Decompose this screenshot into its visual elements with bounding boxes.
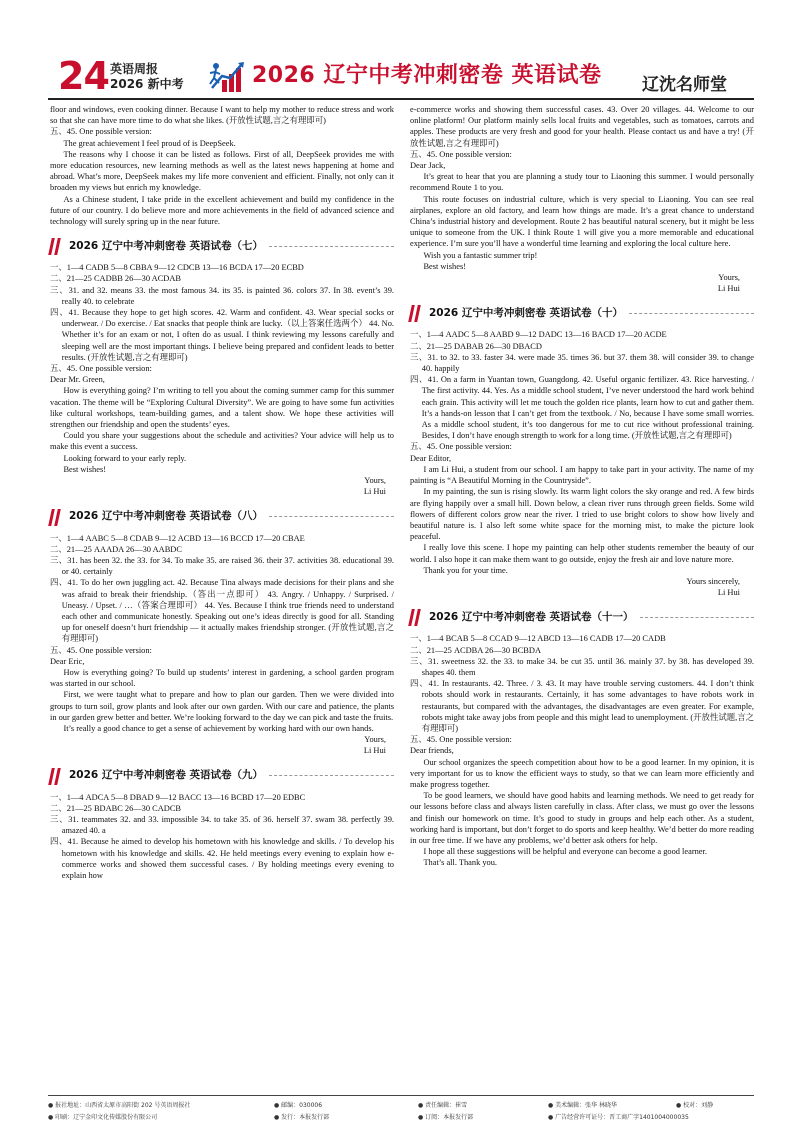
answer-line: 一、1—4 AABC 5—8 CDAB 9—12 ACBD 13—16 BCCD 17—20 CBAE [50, 533, 305, 543]
right-column [410, 104, 754, 869]
answer-item: 三、31. and 32. means 33. the most famous 34. its 35. is painted 36. colors 37. In 38. event’s 39. really 40. to celebrate [50, 285, 394, 306]
section-heading [50, 507, 394, 527]
essay-paragraph: First, we were taught what to prepare and how to plan our garden. Then we were divided into groups to turn soil, grow plants and look after our own garden. With our care and patience, the plants in our garden grew better and better. We’re looking forward to the day we can pick and taste the fruits. [50, 690, 394, 722]
answer-line: 五、45. One possible version: [410, 735, 512, 745]
section-heading [50, 236, 394, 256]
page-footer [48, 1095, 754, 1124]
answer-line: 五、45. One possible version: [50, 364, 152, 374]
signature-line: Li Hui [717, 284, 740, 294]
essay-paragraph: It’s really a good chance to get a sense of achievement by working hard with our own hands. [63, 723, 374, 733]
footer-postcode: ● 邮编：030006 [274, 1102, 323, 1109]
answer-line: 五、45. One possible version: [410, 442, 512, 452]
essay-paragraph: How is everything going? I’m writing to tell you about the coming summer camp for this summer vacation. The theme will be “Exploring Cultural Diversity”. We are going to have some fun activities like cultural workshops, team-building games, and a talent show. We hope these activities will strengthen our friendship and open the students’ eyes. [50, 386, 394, 430]
answer-item: 三、31. to 32. to 33. faster 34. were made 35. times 36. but 37. them 38. will consider 39. to change 40. happily [410, 352, 754, 374]
answer-item: 三、31. has been 32. the 33. for 34. To make 35. are raised 36. their 37. activities 38. educational 39. or 40. certainly [50, 555, 394, 577]
answer-line: Dear Eric, [50, 656, 85, 666]
essay-paragraph: Best wishes! [423, 261, 467, 271]
answer-line: Dear Editor, [410, 453, 452, 463]
essay-paragraph: Best wishes! [63, 464, 107, 474]
newspaper-brand [110, 62, 184, 92]
section-rule [269, 775, 394, 776]
signature-line: Li Hui [717, 588, 740, 598]
section-rule [269, 516, 394, 517]
footer-subscription: ● 订阅：本报发行部 [418, 1114, 474, 1121]
running-figure-chart-icon [208, 58, 248, 94]
answer-line: 二、21—25 BDABC 26—30 CADCB [50, 803, 181, 813]
section-marker-icon [50, 767, 61, 785]
essay-paragraph: The great achievement I feel proud of is DeepSeek. [63, 138, 236, 148]
essay-paragraph: To be good learners, we should have good habits and learning methods. We need to get ready for our lessons before class and always listen carefully in class. After class, we must go over the lessons and finish our homework on time. It’s good to study in groups and help each other. As a student, working hard is important, but don’t forget to do sports and keep healthy. We’d better do more reading in our free time. If we have any problems, we’d better ask others for help. [410, 791, 754, 845]
essay-paragraph: Our school organizes the speech competition about how to be a good learner. In my opinion, it is very important for us to know the efficient ways to study, so that we can learn more efficiently and make progress together. [410, 757, 754, 789]
section-title: 2026 辽宁中考冲刺密卷 英语试卷（十） [429, 306, 624, 319]
essay-paragraph: The reasons why I choose it can be listed as follows. First of all, DeepSeek provides me with more education resources, new learning methods as well as the latest news happening at home and abroad. What’s more, DeepSeek makes my life more convenient and efficient. Finally, not only can it broaden my views but enrich my knowledge. [50, 149, 394, 193]
signature-line: Yours, [364, 476, 386, 486]
section-marker-icon [50, 237, 61, 255]
section-rule [269, 246, 394, 247]
section-rule [629, 313, 754, 314]
answer-line: e-commerce works and showing them successful cases. 43. Over 20 villages. 44. Welcome to our online platform! Our platform mainly sells local fruits and vegetables, such as tomatoes, carrots and apples. These products are very fresh and good for your health. Please contact us and have a try! (开放性试题,言之有理即可) [410, 105, 754, 148]
essay-paragraph: This route focuses on industrial culture, which is very special to Liaoning. You can see real airplanes, explore an old factory, and learn how things are made. It’s a great chance to understand China’s industrial history and development. Route 2 has beautiful natural scenery, but it might be less unique to someone from the UK. I think Route 1 will give you a more memorable and educational experience. I’m sure you’ll have a wonderful time learning and exploring the local culture here. [410, 194, 754, 249]
answer-line: floor and windows, even cooking dinner. Because I want to help my mother to reduce stress and work so that she can have more time to do what she likes. (开放性试题,言之有理即可) [50, 105, 394, 126]
essay-paragraph: Thank you for your time. [423, 565, 508, 575]
essay-paragraph: In my painting, the sun is rising slowly. Its warm light colors the sky orange and red. A few birds are flying happily over a small hill. Down below, a clean river runs through green fields. Some wild flowers of different colors grow near the river. I tried to use bright colors to show how lively and beautiful nature is. I also left some white space for the morning mist, to make the picture look peaceful. [410, 487, 754, 542]
answer-line: 一、1—4 CADB 5—8 CBBA 9—12 CDCB 13—16 BCDA 17—20 ECBD [50, 263, 304, 273]
signature-line: Yours, [364, 735, 386, 745]
section-title: 2026 辽宁中考冲刺密卷 英语试卷（九） [69, 768, 264, 781]
essay-paragraph: Wish you a fantastic summer trip! [423, 250, 538, 260]
answer-item: 四、41. In restaurants. 42. Three. / 3. 43. It may have trouble serving customers. 44. I don’t think robots should work in restaurants. Certainly, it has some advantages to have robots work in restaurants, but compared with the advantages, the disadvantages are even greater. For example, robots might take away jobs from people and this might lead to unemployment. (开放性试题,言之有理即可) [410, 679, 754, 733]
answer-line: Dear Mr. Green, [50, 375, 105, 385]
left-column [50, 104, 394, 881]
answer-line: 五、45. One possible version: [50, 127, 152, 137]
answer-line: Dear friends, [410, 746, 454, 756]
answer-line: 二、21—25 ACDBA 26—30 BCBDA [410, 645, 541, 655]
answer-item: 三、31. sweetness 32. the 33. to make 34. be cut 35. until 36. mainly 37. by 38. has developed 39. shapes 40. them [410, 656, 754, 677]
essay-paragraph: I hope all these suggestions will be helpful and everyone can become a good learner. [423, 847, 707, 857]
answer-line: 一、1—4 BCAB 5—8 CCAD 9—12 ABCD 13—16 CADB 17—20 CADB [410, 634, 666, 644]
answer-item: 四、41. To do her own juggling act. 42. Because Tina always made decisions for their plans and she was afraid to break their friendship.（答出一点即可） 43. Angry. / Unhappy. / Surprised. / Uneasy. / Upset. / …（答案合理即可） 44. Yes. Because I think true friends need to understand each other and communicate honestly. Speaking out one’s ideas directly is good for all. Standing up for oneself doesn’t hurt friendship — it actually makes friendship stronger. (开放性试题,言之有理即可) [50, 578, 394, 644]
brand-name: 英语周报 [110, 62, 159, 76]
section-heading [410, 607, 754, 627]
answer-line: 二、21—25 AAADA 26—30 AABDC [50, 544, 182, 554]
answer-item: 四、41. Because they hope to get high scores. 42. Warm and confident. 43. Wear special socks or underwear. / Do exercise. / Eat snacks that people think are lucky.（以上答案任选两个） 44. No. Whether it’s for an exam or not, I often do as usual. I think reviewing my lessons carefully and sleeping well are the most important things. I believe being prepared and confident leads to better results. (开放性试题,言之有理即可) [50, 308, 394, 362]
section-marker-icon [50, 508, 61, 526]
essay-paragraph: That’s all. Thank you. [423, 858, 498, 868]
header-rule [48, 98, 754, 100]
answer-line: 二、21—25 CADBB 26—30 ACDAB [50, 274, 181, 284]
answer-line: 一、1—4 ADCA 5—8 DBAD 9—12 BACC 13—16 BCBD 17—20 EDBC [50, 792, 306, 802]
footer-art-editor: ● 美术编辑：张华 林晓华 [548, 1102, 618, 1109]
answer-line: 五、45. One possible version: [410, 149, 512, 159]
signature-line: Yours sincerely, [686, 576, 740, 586]
answer-item: 三、31. teammates 32. and 33. impossible 34. to take 35. of 36. herself 37. swam 38. perfectly 39. amazed 40. a [50, 814, 394, 836]
answer-line: Dear Jack, [410, 161, 446, 171]
section-title: 2026 辽宁中考冲刺密卷 英语试卷（八） [69, 509, 264, 522]
signature-line: Li Hui [363, 746, 386, 756]
essay-paragraph: How is everything going? To build up students’ interest in gardening, a school garden program was started in our school. [50, 667, 394, 689]
page-header [0, 0, 800, 102]
brand-edition: 2026 新中考 [110, 77, 184, 91]
section-title: 2026 辽宁中考冲刺密卷 英语试卷（七） [69, 239, 264, 252]
page-number: 24 [58, 54, 109, 98]
section-title: 2026 辽宁中考冲刺密卷 英语试卷（十一） [429, 610, 634, 623]
footer-ad-license: ● 广告经营许可证号：晋工商广字1401004000035 [548, 1114, 689, 1121]
signature-line: Li Hui [363, 487, 386, 497]
section-rule [640, 617, 754, 618]
right-brand: 辽沈名师堂 [642, 75, 727, 95]
essay-paragraph: I really love this scene. I hope my painting can help other students remember the beauty of our world. I also hope it can make them want to go outside, enjoy the fresh air and love nature more. [410, 543, 754, 564]
essay-paragraph: Looking forward to your early reply. [63, 453, 187, 463]
footer-proofreader: ● 校对：刘静 [676, 1102, 714, 1109]
footer-printer: ● 印刷：辽宁金印文化传媒股份有限公司 [48, 1114, 158, 1121]
page-title: 2026 辽宁中考冲刺密卷 英语试卷 [252, 63, 602, 88]
footer-distribution: ● 发行：本报发行部 [274, 1114, 330, 1121]
section-marker-icon [410, 608, 421, 626]
answer-item: 四、41. On a farm in Yuantan town, Guangdong. 42. Useful organic fertilizer. 43. Rice harvesting. / The first activity. 44. Yes. As a middle school student, I’ve never understood the hard work behind each grain. This activity will let me touch the golden rice plants, learn how to cut and gather them. It’s a hands-on lesson that I can’t get from the textbook. / No, because I have some small worries. As a middle school student, it’s too dangerous for me to cut rice without professional training. Besides, I don’t have enough strength to work for a long time. (开放性试题,言之有理即可) [410, 375, 754, 441]
answer-line: 一、1—4 AADC 5—8 AABD 9—12 DADC 13—16 BACD 17—20 ACDE [410, 330, 667, 340]
signature-line: Yours, [718, 273, 740, 283]
essay-paragraph: Could you share your suggestions about the schedule and activities? Your advice will help us to make this event a success. [50, 431, 394, 452]
essay-paragraph: It’s great to hear that you are planning a study tour to Liaoning this summer. I would personally recommend Route 1 to you. [410, 172, 754, 193]
section-marker-icon [410, 304, 421, 322]
answer-item: 四、41. Because he aimed to develop his hometown with his knowledge and skills. / To develop his hometown with his knowledge and skills. 42. He held meetings every evening to explain how e-commerce works and showed them successful cases. / By holding meetings every evening to explain how [50, 837, 394, 880]
essay-paragraph: As a Chinese student, I take pride in the excellent achievement and build my confidence in the future of our country. I do believe more and more achievements in the field of advanced science and technology will surely spring up in the near future. [50, 194, 394, 227]
section-heading [50, 766, 394, 786]
footer-editor: ● 责任编辑：崔雪 [418, 1102, 468, 1109]
essay-paragraph: I am Li Hui, a student from our school. I am happy to take part in your activity. The name of my painting is “A Beautiful Morning in the Countryside”. [410, 464, 754, 486]
answer-line: 二、21—25 DABAB 26—30 DBACD [410, 341, 542, 351]
footer-address: ● 报社地址：山西省太原市高阳街 202 号英语周报社 [48, 1102, 191, 1109]
section-heading [410, 303, 754, 323]
answer-line: 五、45. One possible version: [50, 645, 152, 655]
